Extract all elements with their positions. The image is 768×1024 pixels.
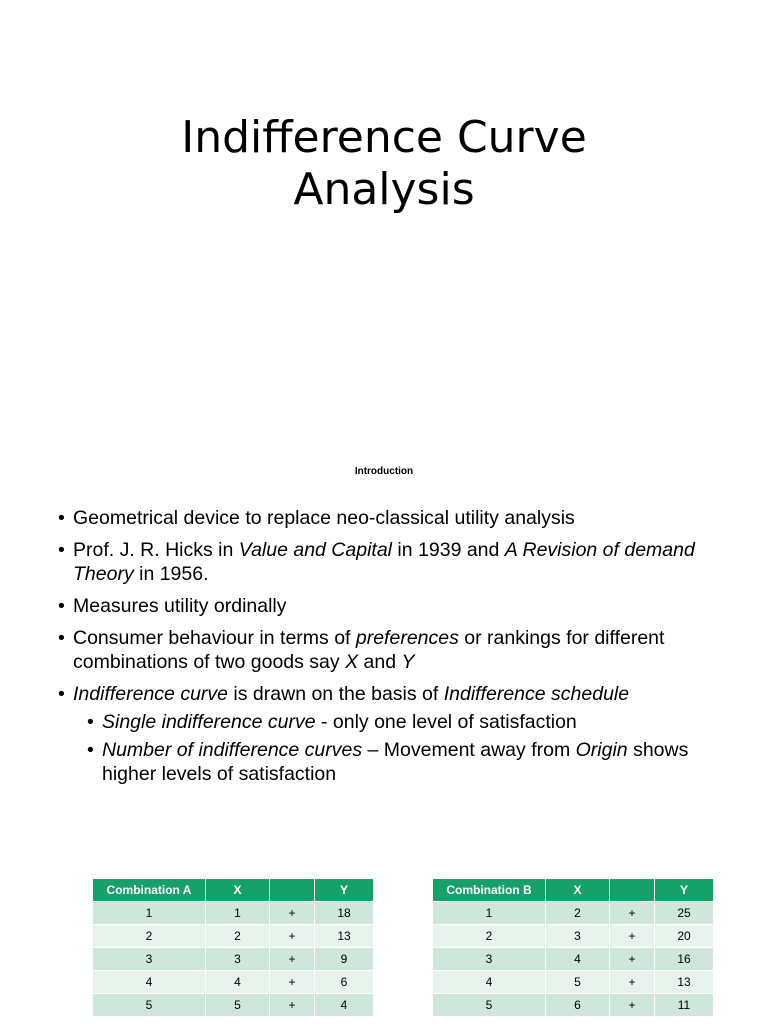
table-cell: 2 bbox=[546, 902, 610, 925]
table-header-cell bbox=[610, 879, 655, 902]
table-row bbox=[433, 902, 714, 925]
table-cell: 5 bbox=[93, 994, 206, 1017]
table-cell: + bbox=[610, 971, 655, 994]
table-row bbox=[93, 902, 374, 925]
table-cell: 6 bbox=[315, 971, 374, 994]
emphasis-text: Y bbox=[401, 651, 415, 673]
table-cell: 1 bbox=[93, 902, 206, 925]
bullet-text: or rankings for different combinations of two goods say bbox=[73, 627, 665, 673]
table-cell: + bbox=[270, 948, 315, 971]
table-row bbox=[93, 994, 374, 1017]
table-cell: 18 bbox=[315, 902, 374, 925]
table-row bbox=[433, 971, 714, 994]
emphasis-text: Indifference schedule bbox=[443, 683, 630, 705]
table-cell: 4 bbox=[315, 994, 374, 1017]
bullet-item bbox=[58, 538, 738, 586]
table-cell: + bbox=[610, 948, 655, 971]
table-row bbox=[93, 971, 374, 994]
table-cell: 13 bbox=[315, 925, 374, 948]
combination-a-table bbox=[93, 879, 374, 1016]
bullet-text: Measures utility ordinally bbox=[73, 595, 287, 617]
combination-b-table bbox=[433, 879, 714, 1016]
table-cell: 1 bbox=[433, 902, 546, 925]
bullet-item bbox=[58, 506, 738, 530]
table-cell: 4 bbox=[206, 971, 270, 994]
bullet-text: Geometrical device to replace neo-classical utility analysis bbox=[73, 507, 575, 529]
table-cell: 20 bbox=[655, 925, 714, 948]
table-cell: 3 bbox=[93, 948, 206, 971]
bullet-item bbox=[58, 626, 738, 674]
bullet-text: in 1939 and bbox=[392, 539, 505, 561]
bullet-text: in 1956. bbox=[133, 563, 209, 585]
table-cell: + bbox=[270, 994, 315, 1017]
sub-bullet-list bbox=[73, 710, 738, 786]
book-title: A Revision of demand Theory bbox=[73, 539, 695, 585]
table-cell: + bbox=[270, 925, 315, 948]
bullet-list bbox=[58, 506, 738, 794]
table-cell: 4 bbox=[93, 971, 206, 994]
table-header-row bbox=[93, 879, 374, 902]
table-cell: 3 bbox=[546, 925, 610, 948]
table-cell: 9 bbox=[315, 948, 374, 971]
bullet-text: - only one level of satisfaction bbox=[315, 711, 577, 733]
slide-title bbox=[0, 112, 768, 216]
table-cell: 1 bbox=[206, 902, 270, 925]
table-header-cell bbox=[270, 879, 315, 902]
table-cell: 5 bbox=[546, 971, 610, 994]
table-cell: + bbox=[610, 994, 655, 1017]
table-cell: 16 bbox=[655, 948, 714, 971]
sub-bullet-item bbox=[87, 710, 738, 734]
table-cell: 13 bbox=[655, 971, 714, 994]
table-cell: 2 bbox=[206, 925, 270, 948]
table-header-cell: Combination B bbox=[433, 879, 546, 902]
title-line-2: Analysis bbox=[293, 164, 475, 215]
table-cell: 11 bbox=[655, 994, 714, 1017]
bullet-text: Consumer behaviour in terms of bbox=[73, 627, 356, 649]
table-cell: 4 bbox=[433, 971, 546, 994]
table-cell: 25 bbox=[655, 902, 714, 925]
emphasis-text: Indifference curve bbox=[73, 683, 229, 705]
table-cell: + bbox=[610, 902, 655, 925]
table-cell: 2 bbox=[93, 925, 206, 948]
emphasis-text: X bbox=[345, 651, 359, 673]
intro-heading: Introduction bbox=[354, 466, 414, 477]
table-cell: 5 bbox=[433, 994, 546, 1017]
table-cell: + bbox=[610, 925, 655, 948]
table-cell: 3 bbox=[206, 948, 270, 971]
table-header-cell: X bbox=[206, 879, 270, 902]
table-header-cell: Y bbox=[655, 879, 714, 902]
bullet-text: shows higher levels of satisfaction bbox=[102, 739, 689, 785]
book-title: Value and Capital bbox=[238, 539, 393, 561]
table-cell: + bbox=[270, 902, 315, 925]
bullet-item bbox=[58, 682, 738, 786]
bullet-text: is drawn on the basis of bbox=[228, 683, 444, 705]
table-row bbox=[93, 948, 374, 971]
emphasis-text: Single indifference curve bbox=[102, 711, 316, 733]
bullet-item bbox=[58, 594, 738, 618]
bullet-text: Prof. J. R. Hicks in bbox=[73, 539, 239, 561]
table-row bbox=[433, 948, 714, 971]
title-line-1: Indifference Curve bbox=[181, 112, 587, 163]
table-cell: 4 bbox=[546, 948, 610, 971]
bullet-text: and bbox=[358, 651, 402, 673]
table-row bbox=[93, 925, 374, 948]
sub-bullet-item bbox=[87, 738, 738, 786]
table-cell: 5 bbox=[206, 994, 270, 1017]
emphasis-text: Number of indifference curves bbox=[102, 739, 363, 761]
table-header-cell: Combination A bbox=[93, 879, 206, 902]
table-row bbox=[433, 994, 714, 1017]
emphasis-text: preferences bbox=[355, 627, 459, 649]
table-header-cell: X bbox=[546, 879, 610, 902]
table-cell: 2 bbox=[433, 925, 546, 948]
table-header-cell: Y bbox=[315, 879, 374, 902]
table-cell: 6 bbox=[546, 994, 610, 1017]
table-cell: + bbox=[270, 971, 315, 994]
bullet-text: – Movement away from bbox=[362, 739, 576, 761]
table-row bbox=[433, 925, 714, 948]
table-cell: 3 bbox=[433, 948, 546, 971]
table-header-row bbox=[433, 879, 714, 902]
emphasis-text: Origin bbox=[575, 739, 628, 761]
